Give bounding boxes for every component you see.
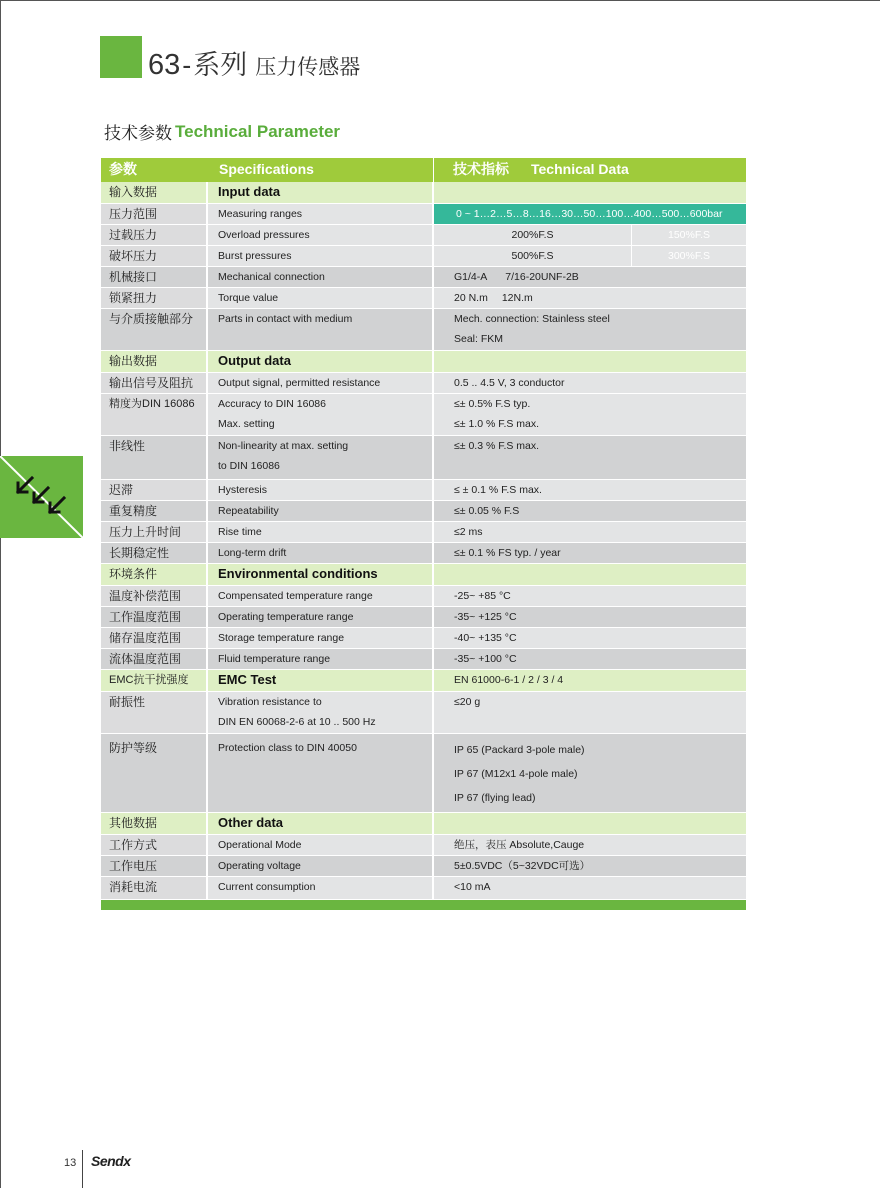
footer-divider: [82, 1150, 83, 1188]
table-row: 压力范围 Measuring ranges 0 ~ 1…2…5…8…16…30…50…100…400…500…600bar: [101, 204, 746, 224]
page-number: 13: [64, 1157, 77, 1169]
table-row: 流体温度范围 Fluid temperature range -35~ +100 °C: [101, 649, 746, 669]
series-title: 63-系列 压力传感器: [148, 49, 361, 81]
arrows-icon: [0, 456, 83, 538]
table-row: 工作温度范围 Operating temperature range -35~ +125 °C: [101, 607, 746, 627]
section-row: 输出数据 Output data: [101, 351, 746, 372]
table-row: 温度补偿范围 Compensated temperature range -25~ +85 °C: [101, 586, 746, 606]
table-row: 压力上升时间 Rise time ≤2 ms: [101, 522, 746, 542]
table-bottom-bar: [101, 900, 746, 910]
table-row: 锁紧扭力 Torque value 20 N.m 12N.m: [101, 288, 746, 308]
table-row: 非线性 Non-linearity at max. setting to DIN 16086 ≤± 0.3 % F.S max.: [101, 436, 746, 479]
table-row: 机械接口 Mechanical connection G1/4-A 7/16-20UNF-2B: [101, 267, 746, 287]
table-row: 长期稳定性 Long-term drift ≤± 0.1 % FS typ. / year: [101, 543, 746, 563]
table-row: 迟滞 Hysteresis ≤ ± 0.1 % F.S max.: [101, 480, 746, 500]
section-row: EMC抗干扰强度 EMC Test EN 61000-6-1 / 2 / 3 / 4: [101, 670, 746, 691]
table-row: 工作电压 Operating voltage 5±0.5VDC（5~32VDC可选）: [101, 856, 746, 876]
section-row: 其他数据 Other data: [101, 813, 746, 834]
table-row: 防护等级 Protection class to DIN 40050 IP 65 (Packard 3-pole male) IP 67 (M12x1 4-pole male) IP 67 (flying lead): [101, 734, 746, 812]
table-row: 精度为DIN 16086 Accuracy to DIN 16086 Max. setting ≤± 0.5% F.S typ. ≤± 1.0 % F.S max.: [101, 394, 746, 435]
brand-logo: Sendx: [91, 1153, 131, 1169]
table-row: 消耗电流 Current consumption <10 mA: [101, 877, 746, 899]
table-header-row: 参数 Specifications 技术指标 Technical Data: [101, 158, 746, 182]
table-row: 输出信号及阻抗 Output signal, permitted resistance 0.5 .. 4.5 V, 3 conductor: [101, 373, 746, 393]
table-row: 过载压力 Overload pressures 200%F.S 150%F.S: [101, 225, 746, 245]
section-title-cn: 技术参数: [104, 124, 172, 143]
table-row: 耐振性 Vibration resistance to DIN EN 60068-2-6 at 10 .. 500 Hz ≤20 g: [101, 692, 746, 733]
section-title-en: Technical Parameter: [175, 122, 341, 141]
table-row: 与介质接触部分 Parts in contact with medium Mech. connection: Stainless steel Seal: FKM: [101, 309, 746, 350]
section-row: 环境条件 Environmental conditions: [101, 564, 746, 585]
side-tab: [0, 456, 83, 538]
section-row: 输入数据 Input data: [101, 182, 746, 203]
table-row: 储存温度范围 Storage temperature range -40~ +135 °C: [101, 628, 746, 648]
table-row: 破坏压力 Burst pressures 500%F.S 300%F.S: [101, 246, 746, 266]
table-row: 工作方式 Operational Mode 绝压，表压 Absolute,Cauge: [101, 835, 746, 855]
header-green-square: [100, 36, 142, 78]
table-row: 重复精度 Repeatability ≤± 0.05 % F.S: [101, 501, 746, 521]
